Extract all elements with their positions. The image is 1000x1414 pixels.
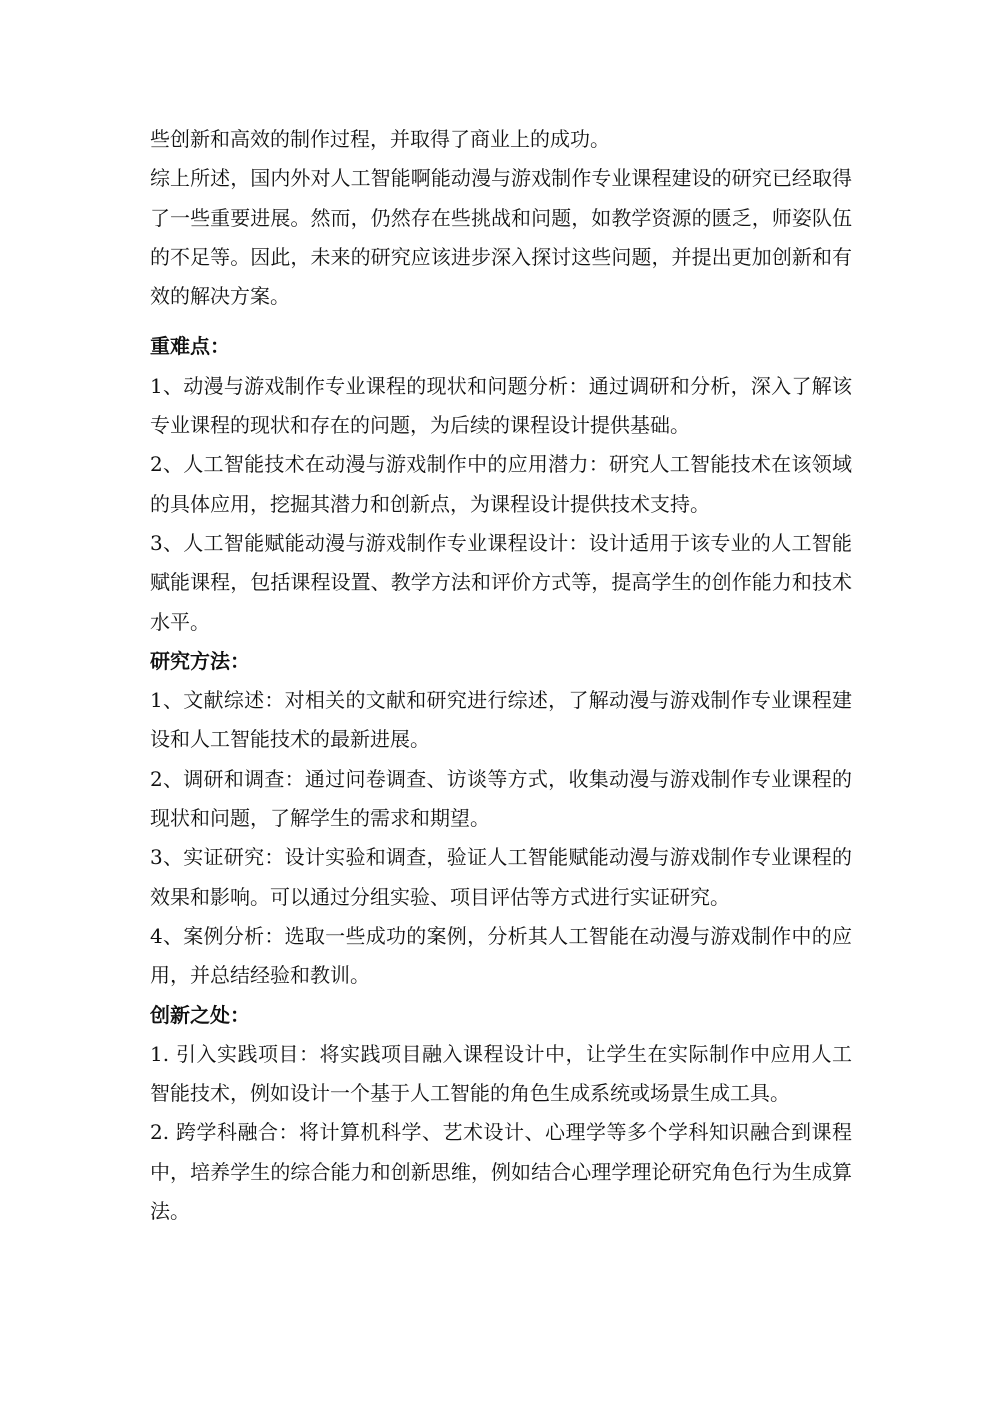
difficulty-item: 2、人工智能技术在动漫与游戏制作中的应用潜力：研究人工智能技术在该领域的具体应用，挖掘其潜力和创新点，为课程设计提供技术支持。 [150,452,852,516]
summary-paragraph: 综上所述，国内外对人工智能啊能动漫与游戏制作专业课程建设的研究已经取得了一些重要进展。然而，仍然存在些挑战和问题，如教学资源的匮乏，师姿队伍的不足等。因此，未来的研究应该进步深入探讨这些问题，并提出更加创新和有效的解决方案。 [150,166,852,309]
section-heading-difficulties: 重难点： [150,334,230,359]
difficulty-item: 3、人工智能赋能动漫与游戏制作专业课程设计：设计适用于该专业的人工智能赋能课程，包括课程设置、教学方法和评价方式等，提高学生的创作能力和技术水平。 [150,530,852,634]
section-heading-methods: 研究方法： [150,648,250,673]
method-item: 4、案例分析：选取一些成功的案例，分析其人工智能在动漫与游戏制作中的应用，并总结经验和教训。 [150,923,852,988]
section-heading-innovations: 创新之处： [150,1002,250,1027]
document-body [150,120,852,1231]
innovation-item: 2. 跨学科融合：将计算机科学、艺术设计、心理学等多个学科知识融合到课程中，培养学生的综合能力和创新思维，例如结合心理学理论研究角色行为生成算法。 [150,1120,852,1224]
difficulty-item: 1、动漫与游戏制作专业课程的现状和问题分析：通过调研和分析，深入了解该专业课程的现状和存在的问题，为后续的课程设计提供基础。 [150,373,852,438]
intro-paragraph: 些创新和高效的制作过程，并取得了商业上的成功。 [150,127,610,151]
innovation-item: 1. 引入实践项目：将实践项目融入课程设计中，让学生在实际制作中应用人工智能技术，例如设计一个基于人工智能的角色生成系统或场景生成工具。 [150,1041,852,1106]
method-item: 2、调研和调查：通过问卷调查、访谈等方式，收集动漫与游戏制作专业课程的现状和问题，了解学生的需求和期望。 [150,766,852,831]
method-item: 3、实证研究：设计实验和调查，验证人工智能赋能动漫与游戏制作专业课程的效果和影响。可以通过分组实验、项目评估等方式进行实证研究。 [150,845,852,909]
method-item: 1、文献综述：对相关的文献和研究进行综述，了解动漫与游戏制作专业课程建设和人工智能技术的最新进展。 [150,688,852,752]
